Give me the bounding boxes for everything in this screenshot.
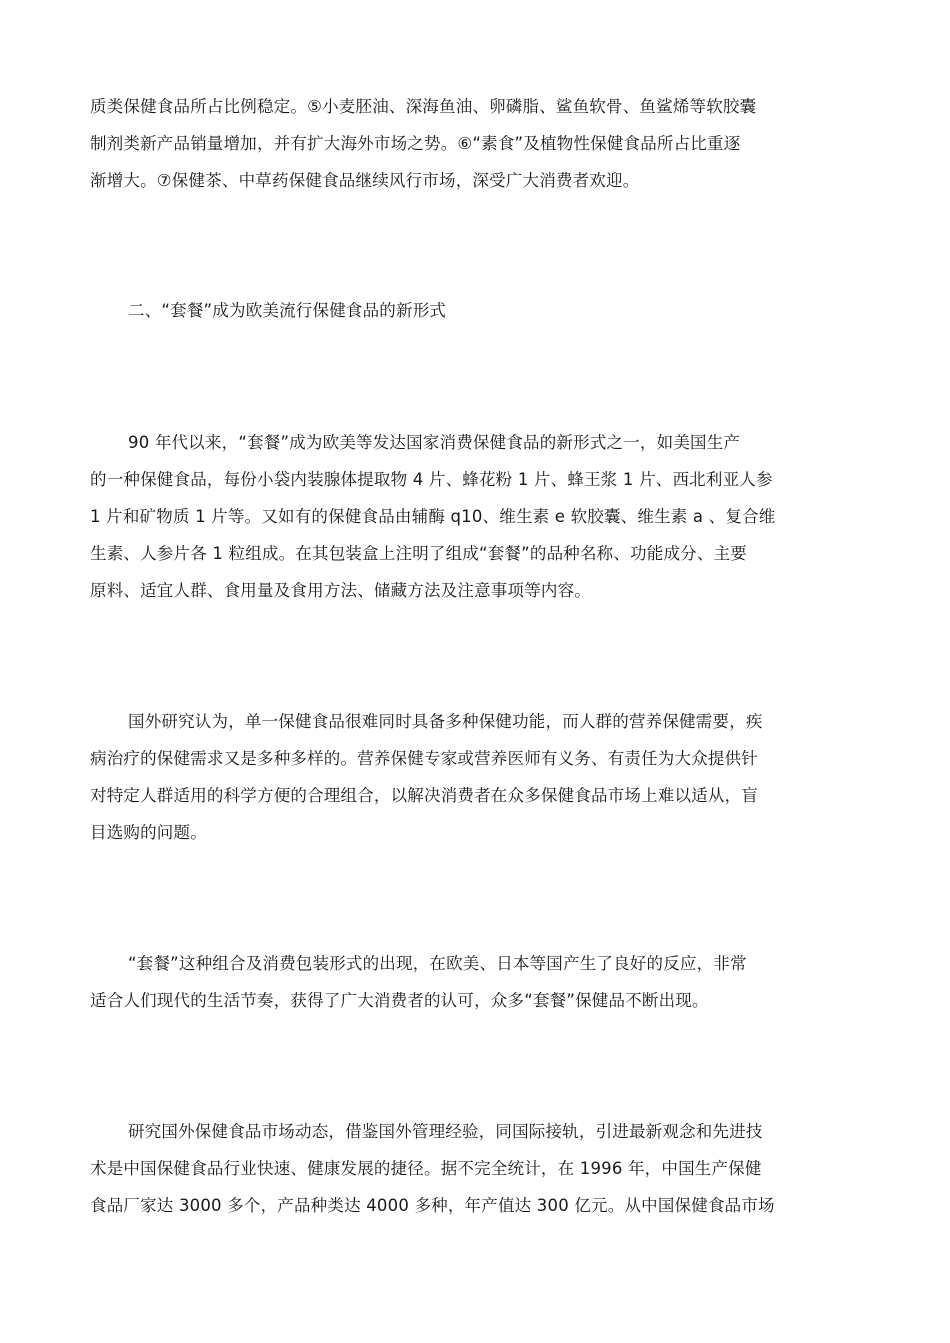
paragraph-line: “套餐”这种组合及消费包装形式的出现，在欧美、日本等国产生了良好的反应，非常: [128, 954, 747, 973]
paragraph-line: 原料、适宜人群、食用量及食用方法、储藏方法及注意事项等内容。: [90, 581, 591, 600]
paragraph-line: 的一种保健食品，每份小袋内装腺体提取物 4 片、蜂花粉 1 片、蜂王浆 1 片、西北利亚人参: [90, 470, 773, 489]
paragraph-line: 国外研究认为，单一保健食品很难同时具备多种保健功能，而人群的营养保健需要，疾: [128, 712, 763, 731]
paragraph-line: 质类保健食品所占比例稳定。⑤小麦胚油、深海鱼油、卵磷脂、鲨鱼软骨、鱼鲨烯等软胶囊: [90, 97, 757, 116]
paragraph-line: 适合人们现代的生活节奏，获得了广大消费者的认可，众多“套餐”保健品不断出现。: [90, 991, 709, 1010]
paragraph-line: 90 年代以来，“套餐”成为欧美等发达国家消费保健食品的新形式之一，如美国生产: [128, 433, 741, 452]
paragraph-line: 1 片和矿物质 1 片等。又如有的保健食品由辅酶 q10、维生素 e 软胶囊、维生素 a 、复合维: [90, 507, 776, 526]
paragraph-line: 食品厂家达 3000 多个，产品种类达 4000 多种，年产值达 300 亿元。从中国保健食品市场: [90, 1196, 775, 1215]
section-heading: 二、“套餐”成为欧美流行保健食品的新形式: [128, 301, 447, 320]
paragraph-line: 目选购的问题。: [90, 823, 207, 842]
paragraph-line: 生素、人参片各 1 粒组成。在其包装盒上注明了组成“套餐”的品种名称、功能成分、主要: [90, 544, 747, 563]
paragraph-line: 制剂类新产品销量增加，并有扩大海外市场之势。⑥“素食”及植物性保健食品所占比重逐: [90, 134, 741, 153]
paragraph-line: 对特定人群适用的科学方便的合理组合，以解决消费者在众多保健食品市场上难以适从，盲: [90, 786, 758, 805]
paragraph-line: 术是中国保健食品行业快速、健康发展的捷径。据不完全统计，在 1996 年，中国生产保健: [90, 1159, 762, 1178]
paragraph-line: 渐增大。⑦保健茶、中草药保健食品继续风行市场，深受广大消费者欢迎。: [90, 171, 640, 190]
paragraph-line: 病治疗的保健需求又是多种多样的。营养保健专家或营养医师有义务、有责任为大众提供针: [90, 749, 758, 768]
paragraph-line: 研究国外保健食品市场动态，借鉴国外管理经验，同国际接轨，引进最新观念和先进技: [128, 1122, 763, 1141]
